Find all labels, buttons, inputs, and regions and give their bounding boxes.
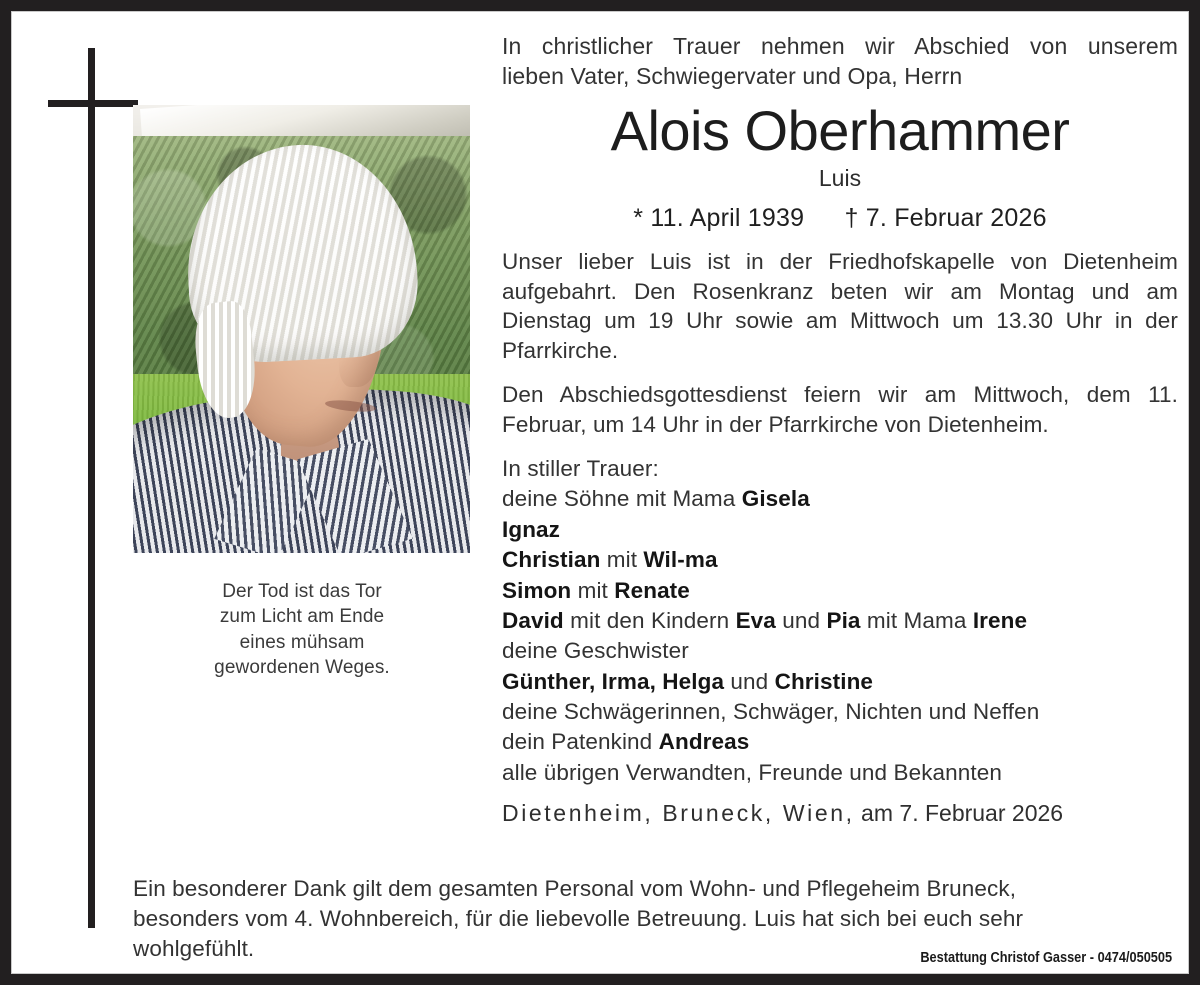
- arrangements-paragraph-2-text: Den Abschiedsgottesdienst feiern wir am Mittwoch, dem 11. Februar, um 14 Uhr in der Pfarrkirche von Dietenheim.: [502, 382, 1178, 438]
- mourner-name: Renate: [614, 577, 690, 603]
- places-date: am 7. Februar 2026: [854, 800, 1064, 827]
- mourner-rows: [502, 484, 1178, 788]
- mourner-row-siblings: [502, 667, 1178, 697]
- verse-line-3: eines mühsam: [239, 631, 365, 653]
- left-column: [133, 105, 471, 680]
- deceased-name: Alois Oberhammer: [610, 98, 1070, 162]
- mourner-relation-text: mit: [600, 547, 644, 573]
- mourner-relation-text: deine Schwägerinnen, Schwäger, Nichten und Neffen: [502, 699, 1040, 725]
- intro-line-2: lieben Vater, Schwiegervater und Opa, Herrn: [502, 62, 963, 89]
- verse-line-2: zum Licht am Ende: [219, 606, 385, 628]
- mourner-name: Gisela: [741, 486, 810, 512]
- life-dates: [502, 204, 1178, 233]
- mourner-row-christian: [502, 545, 1178, 575]
- portrait-photo: [133, 105, 470, 553]
- cross-horizontal-bar: [48, 100, 138, 107]
- mourner-row-david: [502, 606, 1178, 636]
- cross-vertical-stem: [88, 48, 95, 928]
- mourner-relation-text: und: [724, 668, 775, 694]
- mourner-name: Günther, Irma, Helga: [502, 668, 725, 694]
- thanks-line-2: besonders vom 4. Wohnbereich, für die liebevolle Betreuung. Luis hat sich bei euch sehr: [133, 905, 1024, 931]
- arrangements-paragraph-1-text: Unser lieber Luis ist in der Friedhofskapelle von Dietenheim aufgebahrt. Den Rosenkranz beten wir am Montag und am Dienstag um 19 Uhr sowie am Mittwoch um 13.30 Uhr in der Pfarrkirche.: [502, 248, 1178, 364]
- mourner-row-in-laws: [502, 697, 1178, 727]
- deceased-nickname: Luis: [818, 164, 862, 191]
- mourner-name: Wil-ma: [643, 547, 718, 573]
- mourner-name: David: [502, 607, 564, 633]
- mourner-name: Christine: [774, 668, 874, 694]
- death-date: 7. Februar 2026: [865, 203, 1047, 232]
- thanks-line-1: Ein besonderer Dank gilt dem gesamten Personal vom Wohn- und Pflegeheim Bruneck,: [133, 876, 1017, 901]
- mourner-name: Ignaz: [502, 516, 561, 542]
- mourner-relation-text: mit: [571, 577, 615, 603]
- mourner-row-sons: [502, 484, 1178, 514]
- mourner-row-godchild: [502, 727, 1178, 757]
- places-and-date-line: [502, 800, 1178, 827]
- mourner-row-ignaz: [502, 515, 1178, 545]
- birth-symbol: *: [633, 203, 644, 232]
- intro-line-1: In christlicher Trauer nehmen wir Abschied von unserem: [502, 33, 1178, 59]
- undertaker-credit: Bestattung Christof Gasser - 0474/050505: [920, 950, 1172, 966]
- mourner-relation-text: deine Söhne mit Mama: [502, 486, 742, 512]
- death-symbol: †: [844, 203, 859, 232]
- arrangements-paragraph-2: [502, 380, 1178, 440]
- mourner-relation-text: dein Patenkind: [502, 729, 659, 755]
- mourner-name: Pia: [826, 607, 861, 633]
- mourner-name: Eva: [735, 607, 776, 633]
- memorial-verse: [133, 579, 471, 680]
- mourner-name: Christian: [502, 547, 601, 573]
- mourner-relation-text: deine Geschwister: [502, 638, 689, 664]
- right-column: [502, 32, 1178, 827]
- mourning-heading: In stiller Trauer:: [502, 456, 659, 482]
- notice-page: [12, 12, 1188, 973]
- mourner-name: Simon: [502, 577, 572, 603]
- mourner-relation-text: mit den Kindern: [563, 607, 736, 633]
- birth-date: 11. April 1939: [650, 203, 805, 232]
- latin-cross-icon: [38, 48, 148, 953]
- mourner-relation-text: mit Mama: [860, 607, 973, 633]
- mourner-row-others: [502, 758, 1178, 788]
- verse-line-1: Der Tod ist das Tor: [222, 581, 382, 602]
- thanks-line-3: wohlgefühlt.: [133, 935, 255, 961]
- verse-line-4: gewordenen Weges.: [214, 656, 390, 678]
- mourner-name: Irene: [972, 607, 1028, 633]
- arrangements-paragraph-1: [502, 247, 1178, 367]
- mourner-relation-text: und: [775, 607, 827, 633]
- intro-text: [502, 32, 1178, 92]
- mourner-relation-text: alle übrigen Verwandten, Freunde und Bekannten: [502, 759, 1002, 785]
- mourner-name: Andreas: [658, 729, 750, 755]
- mourner-row-siblings-label: [502, 636, 1178, 666]
- places-list: Dietenheim, Bruneck, Wien,: [502, 800, 855, 827]
- mourners-block: [502, 454, 1178, 788]
- mourner-row-simon: [502, 576, 1178, 606]
